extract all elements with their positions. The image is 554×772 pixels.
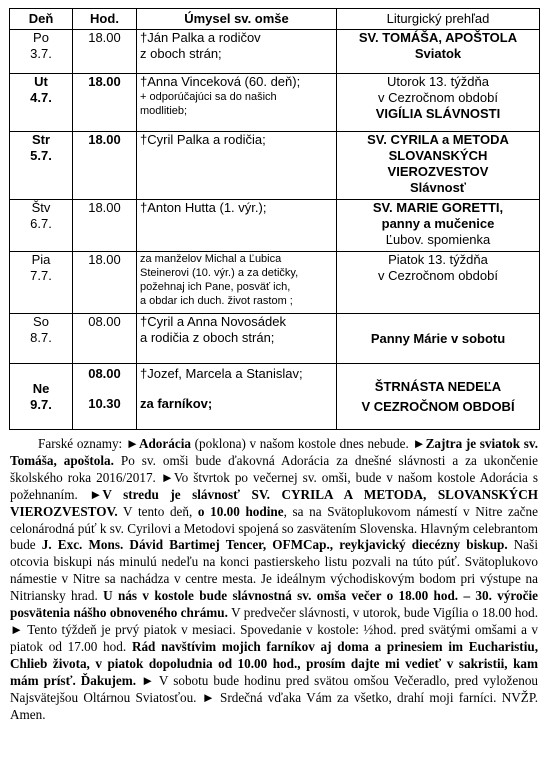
table-row <box>10 74 540 132</box>
announcement-segment: , sa na Svätoplukovom námestí v Nitre začne celonárodná púť k sv. Cyrilovi a Metodovi spojená so zasvätením Slovenska. Hlavným celebrantom bude <box>10 503 538 553</box>
intent-cell: †Ján Palka a rodičov z oboch strán; <box>137 30 337 74</box>
announcement-segment: V tento deň, <box>117 503 198 519</box>
liturgy-cell: Piatok 13. týždňa v Cezročnom období <box>337 252 540 314</box>
day-cell: Str 5.7. <box>10 132 73 200</box>
announcement-segment: (poklona) v našom kostole dnes nebude. ► <box>190 436 426 451</box>
intent-cell: †Cyril a Anna Novosádek a rodičia z oboch strán; <box>137 314 337 364</box>
announcement-segment: Farské oznamy: ► <box>38 436 139 451</box>
header-intent: Úmysel sv. omše <box>137 9 337 30</box>
day-cell: Po 3.7. <box>10 30 73 74</box>
hour-cell: 18.00 <box>73 200 137 252</box>
table-row <box>10 30 540 74</box>
table-header-row <box>10 9 540 30</box>
header-liturgy: Liturgický prehľad <box>337 9 540 30</box>
table-row <box>10 200 540 252</box>
hour-cell: 18.00 <box>73 132 137 200</box>
liturgy-cell: Utorok 13. týždňa v Cezročnom období VIGÍLIA SLÁVNOSTI <box>337 74 540 132</box>
liturgy-cell: SV. TOMÁŠA, APOŠTOLA Sviatok <box>337 30 540 74</box>
day-cell: Štv 6.7. <box>10 200 73 252</box>
announcements-paragraph <box>10 436 538 723</box>
announcement-segment: Po sv. omši bude ďakovná Adorácia za dnešné slávnosti a za ukončenie školského roka 2016/2017. ►Vo štvrtok po večernej sv. omši, bude v našom kostole Adorácia s požehnaním. ► <box>10 452 538 502</box>
hour-cell: 08.00 <box>73 314 137 364</box>
table-row <box>10 364 540 430</box>
day-cell: Ut 4.7. <box>10 74 73 132</box>
announcement-segment-bold: J. Exc. Mons. Dávid Bartimej Tencer, OFMCap., reykjavický diecézny biskup. <box>41 537 508 553</box>
liturgy-cell: ŠTRNÁSTA NEDEĽA V CEZROČNOM OBDOBÍ <box>337 364 540 430</box>
announcement-segment: Naši otcovia biskupi nás minulú nedeľu na konci pastierskeho listu pozvali na túto púť. Svätoplukovo námestie v Nitre sa nachádza v centre mesta. Je ideálnym východiskovým bodom pri výstupe na Nitriansky hrad. <box>10 537 538 604</box>
table-row <box>10 314 540 364</box>
parish-announcements <box>10 436 538 723</box>
announcement-segment: V predvečer slávnosti, v utorok, bude Vigília o 18.00 hod. ► Tento týždeň je prvý piatok v mesiaci. Spovedanie v kostole: ½hod. pred svätými omšami a v piatok od 17.00 hod. <box>10 605 538 654</box>
day-cell: Pia 7.7. <box>10 252 73 314</box>
announcement-segment-bold: Zajtra je sviatok sv. Tomáša, apoštola. <box>10 436 538 468</box>
announcement-segment-bold: Adorácia <box>138 436 191 451</box>
intent-cell: †Anna Vinceková (60. deň); + odporúčajúci sa do našich modlitieb; <box>137 74 337 132</box>
announcement-segment-bold: U nás v kostole bude slávnostná sv. omša večer o 18.00 hod. – 30. výročie posvätenia nášho obnoveného chrámu. <box>10 588 538 621</box>
intent-cell: †Jozef, Marcela a Stanislav; za farníkov; <box>137 364 337 430</box>
header-hour: Hod. <box>73 9 137 30</box>
day-cell: So 8.7. <box>10 314 73 364</box>
liturgy-cell: SV. MARIE GORETTI, panny a mučenice Ľubov. spomienka <box>337 200 540 252</box>
hour-cell: 18.00 <box>73 252 137 314</box>
header-day: Deň <box>10 9 73 30</box>
announcement-segment: ► V sobotu bude hodinu pred svätou omšou Večeradlo, pred vyloženou Najsvätejšou Oltárnou Sviatosťou. ► Srdečná vďaka Vám za všetko, drahí moji farníci. NVŽP. Amen. <box>10 672 539 722</box>
announcement-segment-bold: V stredu je slávnosť SV. CYRILA A METODA, SLOVANSKÝCH VIEROZVESTOV. <box>10 486 538 519</box>
liturgy-cell: Panny Márie v sobotu <box>337 314 540 364</box>
hour-cell: 18.00 <box>73 30 137 74</box>
hour-cell: 18.00 <box>73 74 137 132</box>
announcement-segment-bold: Rád navštívim mojich farníkov aj doma a prinesiem im Eucharistiu, Chlieb života, v piatok dopoludnia od 10.00 hod., prosím dajte mi vedieť v sakristii, kam mám prísť. Ďakujem. <box>10 638 538 688</box>
mass-schedule-table <box>9 8 540 430</box>
hour-cell: 08.00 10.30 <box>73 364 137 430</box>
table-row <box>10 252 540 314</box>
intent-cell: za manželov Michal a Ľubica Steinerovi (10. výr.) a za detičky, požehnaj ich Pane, posväť ich, a obdar ich duch. život rastom ; <box>137 252 337 314</box>
intent-cell: †Cyril Palka a rodičia; <box>137 132 337 200</box>
liturgy-cell: SV. CYRILA a METODA SLOVANSKÝCH VIEROZVESTOV Slávnosť <box>337 132 540 200</box>
intent-cell: †Anton Hutta (1. výr.); <box>137 200 337 252</box>
day-cell: Ne 9.7. <box>10 364 73 430</box>
announcement-segment-bold: o 10.00 hodine <box>197 503 284 519</box>
table-row <box>10 132 540 200</box>
